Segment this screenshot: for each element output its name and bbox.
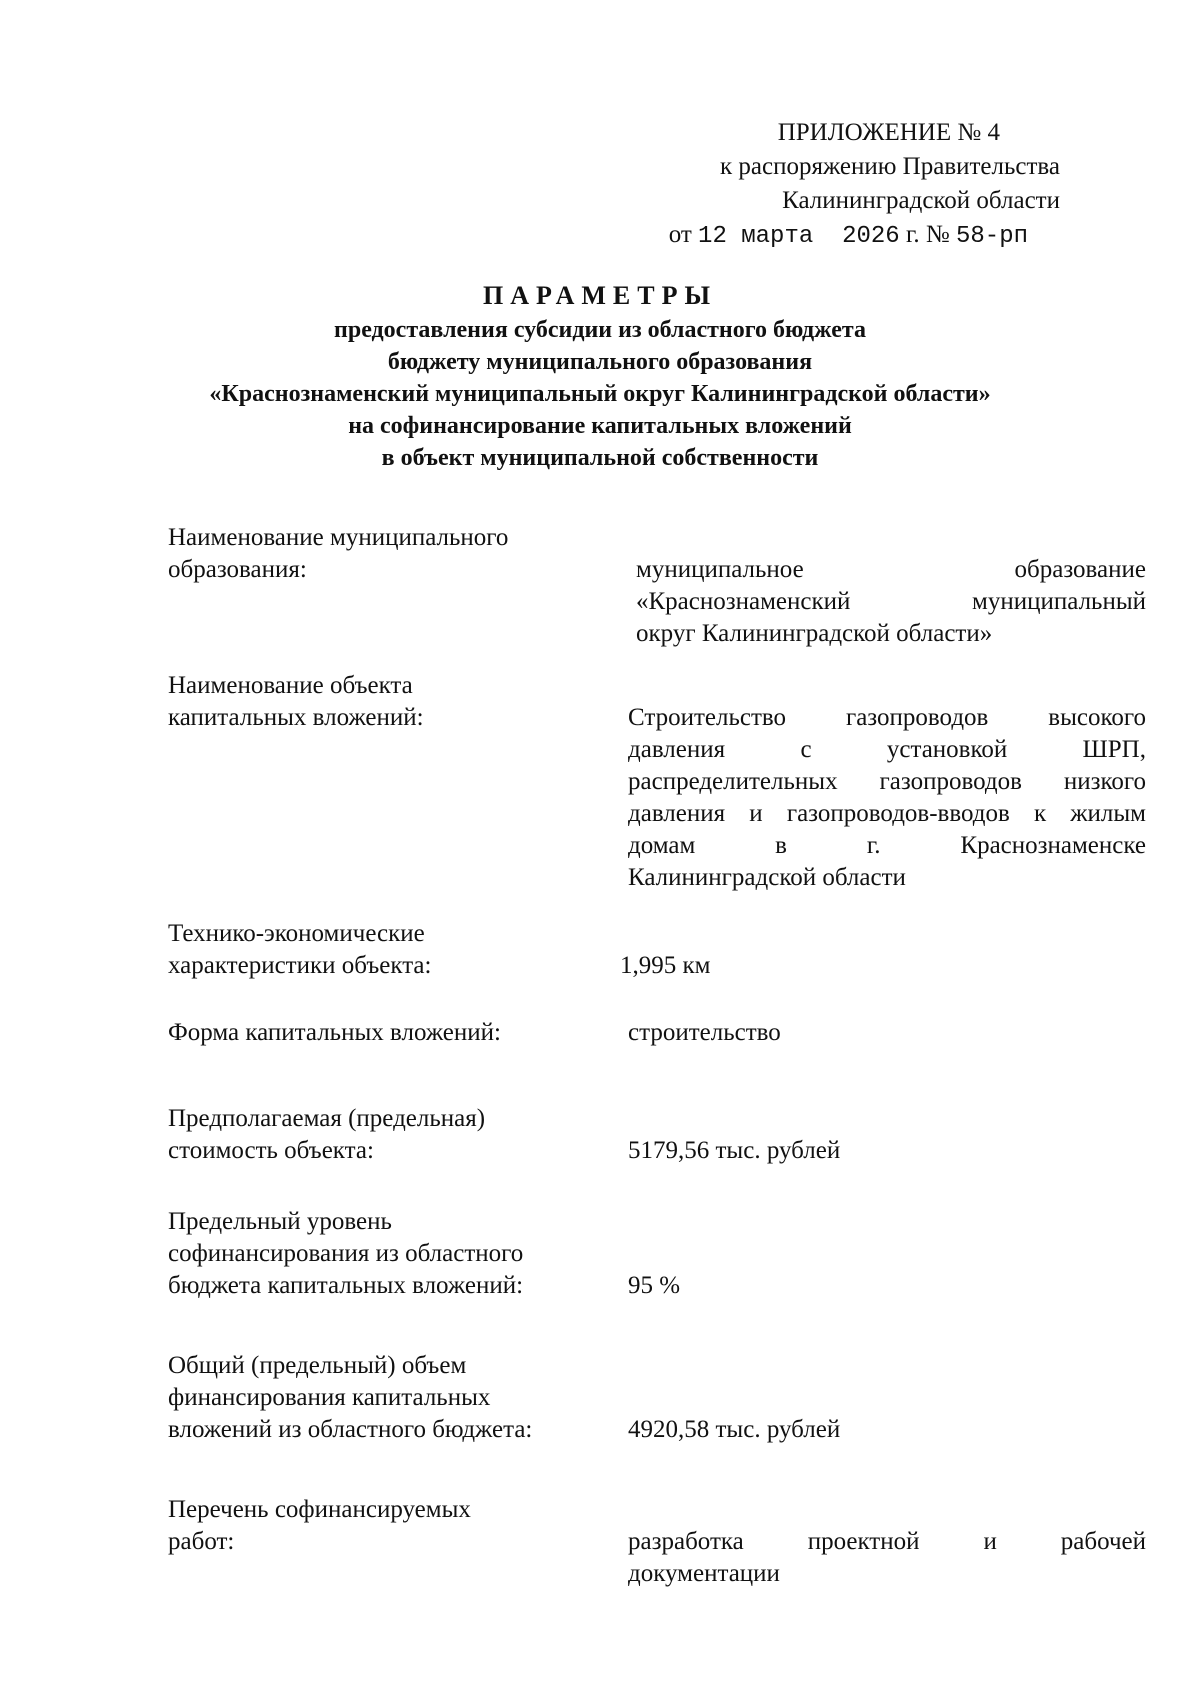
value-line: разработка проектной и рабочей [628,1528,1146,1555]
label-line: характеристики объекта: [168,952,432,979]
appendix-title: ПРИЛОЖЕНИЕ № 4 [777,119,1000,146]
param-label-investment-form [168,1017,608,1049]
date-mid: г. № [905,221,950,248]
value-line: 1,995 км [620,952,711,979]
label-line: работ: [168,1528,235,1555]
date-prefix: от [668,221,692,248]
value-line: муниципальное образование [636,556,1146,583]
value-line: Строительство газопроводов высокого [628,704,1146,731]
param-value-characteristics [620,950,1138,982]
label-line: образования: [168,556,307,583]
title-sub-line: «Краснознаменский муниципальный округ Калининградской области» [209,381,991,407]
param-value-investment-form [628,1017,1146,1049]
param-label-characteristics [168,918,608,982]
value-line: 5179,56 тыс. рублей [628,1137,841,1164]
param-value-cofinancing-level [628,1270,1146,1302]
value-line: документации [628,1560,780,1587]
label-line: Предельный уровень [168,1208,392,1235]
appendix-reference: к распоряжению Правительства [719,153,1060,180]
label-line: капитальных вложений: [168,704,424,731]
value-line: домам в г. Краснознаменске [628,832,1146,859]
value-line: давления и газопроводов-вводов к жилым [628,800,1146,827]
label-line: Предполагаемая (предельная) [168,1105,486,1132]
label-line: Технико-экономические [168,920,425,947]
param-label-financing-volume [168,1350,608,1446]
label-line: стоимость объекта: [168,1137,374,1164]
title-subtitle [100,314,1100,474]
document-title [100,278,1100,474]
appendix-header [620,116,1060,254]
date-value: 12 марта 2026 [698,223,900,250]
value-line: округ Калининградской области» [636,620,993,647]
label-line: финансирования капитальных [168,1384,491,1411]
param-value-municipality [636,554,1146,650]
label-line: Форма капитальных вложений: [168,1019,501,1046]
value-line: распределительных газопроводов низкого [628,768,1146,795]
param-label-municipality [168,522,608,586]
appendix-region: Калининградской области [782,187,1060,214]
title-main: ПАРАМЕТРЫ [483,281,717,310]
label-line: Наименование муниципального [168,524,509,551]
param-label-cofinancing-level [168,1206,608,1302]
value-line: «Краснознаменский муниципальный [636,588,1146,615]
label-line: Перечень софинансируемых [168,1496,471,1523]
label-line: Наименование объекта [168,672,413,699]
label-line: бюджета капитальных вложений: [168,1272,524,1299]
value-line: строительство [628,1019,781,1046]
appendix-date-line [620,218,1060,254]
value-line: Калининградской области [628,864,906,891]
label-line: софинансирования из областного [168,1240,524,1267]
param-value-object [628,702,1146,894]
value-line: 4920,58 тыс. рублей [628,1416,841,1443]
title-sub-line: в объект муниципальной собственности [381,445,819,471]
param-value-cost [628,1135,1146,1167]
label-line: вложений из областного бюджета: [168,1416,533,1443]
title-sub-line: предоставления субсидии из областного бюджета [334,317,866,343]
label-line: Общий (предельный) объем [168,1352,467,1379]
value-line: давления с установкой ШРП, [628,736,1146,763]
param-value-works-list [628,1526,1146,1590]
param-value-financing-volume [628,1414,1146,1446]
param-label-works-list [168,1494,608,1558]
param-label-cost [168,1103,608,1167]
param-label-object [168,670,608,734]
value-line: 95 % [628,1272,681,1299]
order-number: 58-рп [955,223,1028,250]
title-sub-line: бюджету муниципального образования [387,349,813,375]
title-sub-line: на софинансирование капитальных вложений [348,413,852,439]
